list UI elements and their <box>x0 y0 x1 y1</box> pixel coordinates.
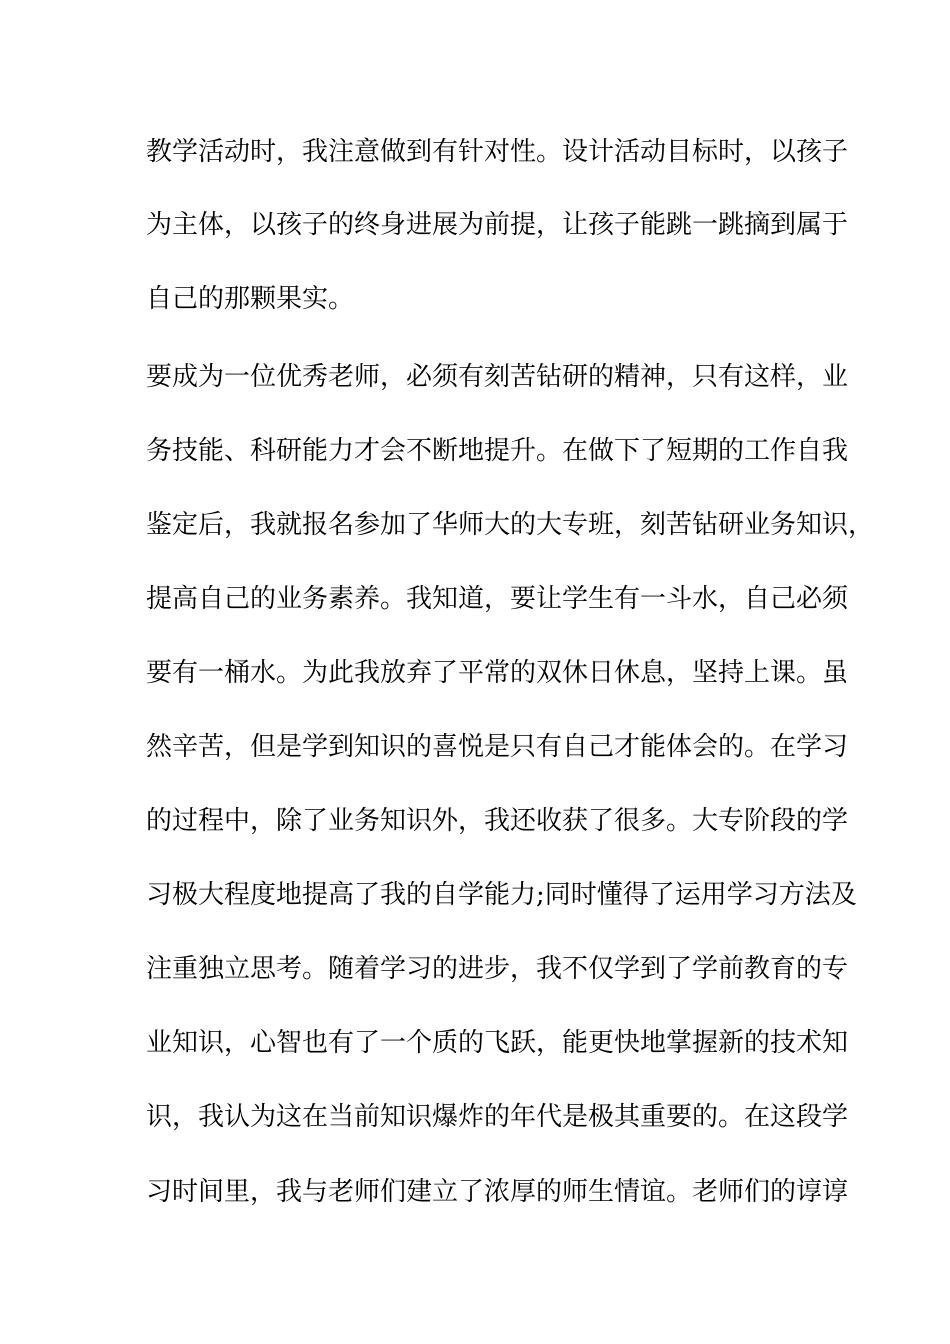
text-line: 提高自己的业务素养。我知道，要让学生有一斗水，自己必须 <box>146 584 849 614</box>
text-line: 要有一桶水。为此我放弃了平常的双休日休息，坚持上课。虽 <box>146 658 849 688</box>
text-line: 习时间里，我与老师们建立了浓厚的师生情谊。老师们的谆谆 <box>146 1177 849 1207</box>
text-line: 要成为一位优秀老师，必须有刻苦钻研的精神，只有这样，业 <box>146 362 849 392</box>
text-line: 自己的那颗果实。 <box>146 284 355 314</box>
text-line: 务技能、科研能力才会不断地提升。在做下了短期的工作自我 <box>146 436 849 466</box>
text-line: 习极大程度地提高了我的自学能力;同时懂得了运用学习方法及 <box>146 880 857 910</box>
text-line: 业知识，心智也有了一个质的飞跃，能更快地掌握新的技术知 <box>146 1028 849 1058</box>
text-line: 教学活动时，我注意做到有针对性。设计活动目标时，以孩子 <box>146 137 849 167</box>
text-line: 的过程中，除了业务知识外，我还收获了很多。大专阶段的学 <box>146 806 849 836</box>
text-line: 注重独立思考。随着学习的进步，我不仅学到了学前教育的专 <box>146 954 849 984</box>
text-line: 识，我认为这在当前知识爆炸的年代是极其重要的。在这段学 <box>146 1102 849 1132</box>
text-line: 鉴定后，我就报名参加了华师大的大专班，刻苦钻研业务知识， <box>146 510 875 540</box>
text-line: 然辛苦，但是学到知识的喜悦是只有自己才能体会的。在学习 <box>146 732 849 762</box>
text-line: 为主体，以孩子的终身进展为前提，让孩子能跳一跳摘到属于 <box>146 210 849 240</box>
